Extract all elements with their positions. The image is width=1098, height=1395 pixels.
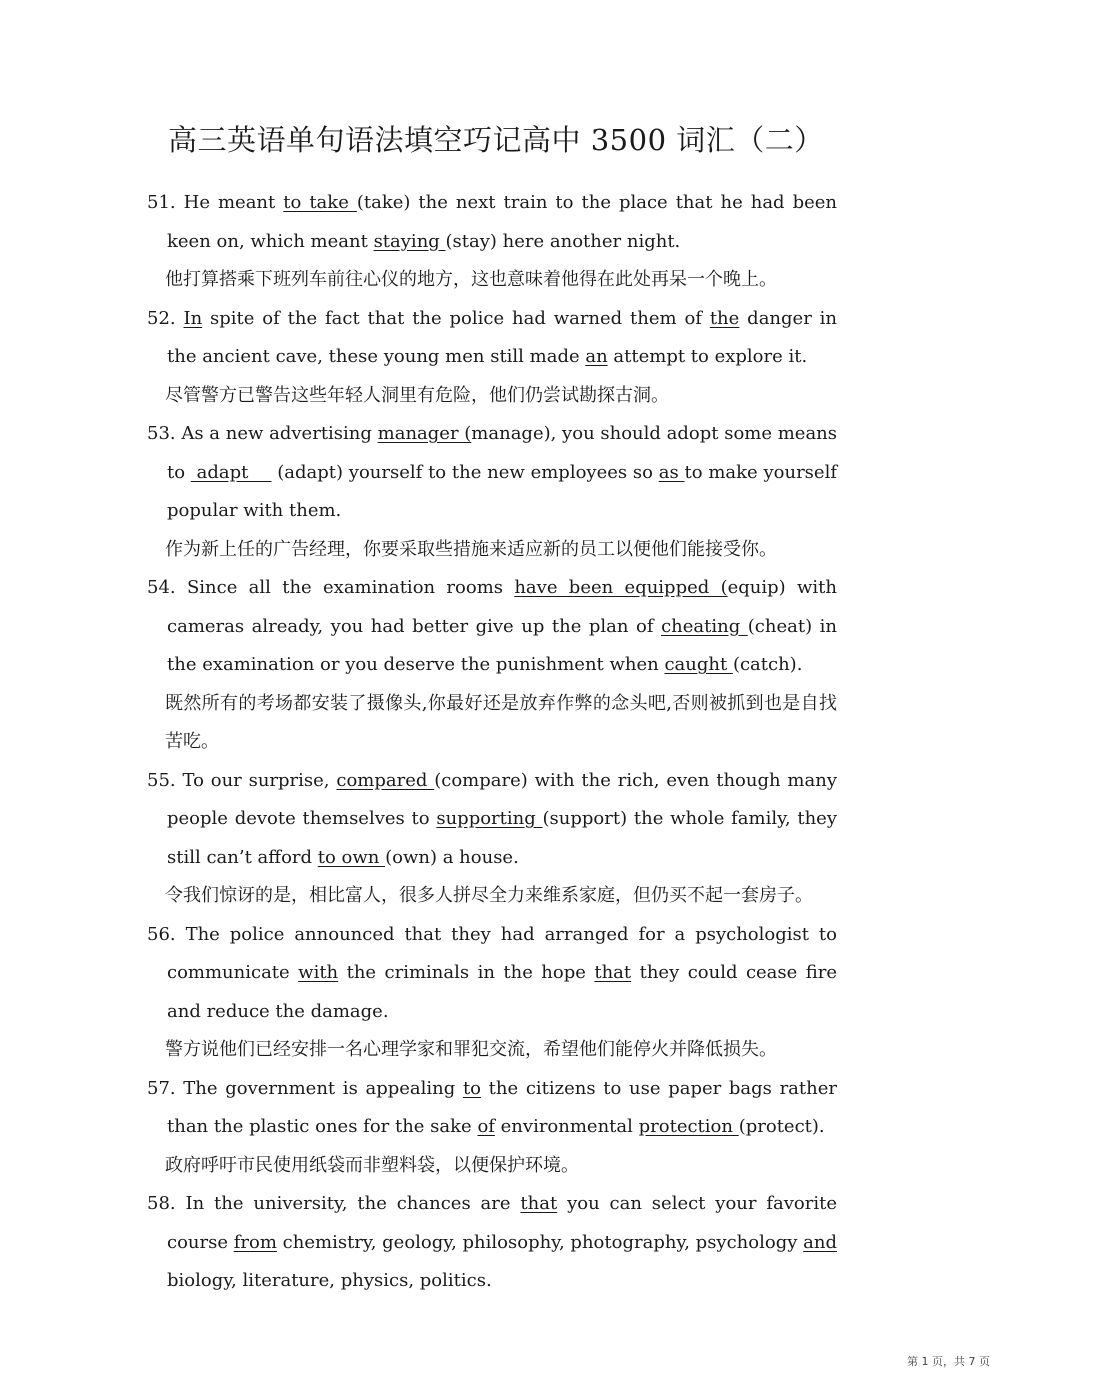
sentence-text: chemistry, geology, philosophy, photography, psychology bbox=[276, 1231, 804, 1253]
sentence-text: (support) the whole family, they still can’t afford bbox=[167, 808, 837, 868]
answer-blank: the bbox=[709, 307, 740, 329]
sentence-text: you can select your favorite course bbox=[167, 1193, 838, 1253]
sentence-text: (catch). bbox=[732, 654, 803, 675]
english-sentence bbox=[147, 916, 837, 1032]
sentence-text: (protect). bbox=[738, 1116, 825, 1137]
answer-blank: In bbox=[183, 307, 203, 329]
answer-blank: that bbox=[594, 962, 632, 983]
sentence-text: 54. Since all the examination rooms bbox=[147, 577, 515, 598]
answer-blank: to take bbox=[283, 192, 357, 213]
sentence-text: attempt to explore it. bbox=[607, 346, 808, 367]
english-sentence bbox=[147, 569, 837, 685]
sentence-text: environmental bbox=[494, 1116, 639, 1137]
exercise-item bbox=[147, 1070, 837, 1186]
sentence-text: 53. As a new advertising bbox=[147, 423, 378, 444]
exercise-item bbox=[147, 569, 837, 762]
exercise-item bbox=[147, 916, 837, 1070]
sentence-text: the criminals in the hope bbox=[338, 962, 595, 983]
exercise-item bbox=[147, 184, 837, 300]
exercise-item bbox=[147, 300, 837, 416]
sentence-text: 58. In the university, the chances are bbox=[147, 1193, 521, 1214]
english-sentence bbox=[147, 184, 837, 261]
answer-blank: adapt bbox=[190, 461, 272, 483]
answer-blank: and bbox=[803, 1231, 838, 1253]
sentence-text: biology, literature, physics, politics. bbox=[167, 1270, 492, 1291]
answer-blank: as bbox=[658, 461, 685, 483]
sentence-text: spite of the fact that the police had warned them of bbox=[202, 307, 710, 329]
sentence-text: danger in the ancient cave, these young men still made bbox=[167, 307, 837, 367]
sentence-text: (stay) here another night. bbox=[445, 230, 681, 252]
sentence-text: 55. To our surprise, bbox=[147, 769, 337, 791]
answer-blank: of bbox=[477, 1116, 495, 1137]
sentence-text: (own) a house. bbox=[385, 846, 519, 868]
answer-blank: manager ( bbox=[377, 423, 472, 444]
exercise-list bbox=[147, 184, 837, 1301]
answer-blank: to own bbox=[317, 846, 386, 868]
chinese-translation: 尽管警方已警告这些年轻人洞里有危险，他们仍尝试勘探古洞。 bbox=[165, 384, 669, 406]
sentence-text: (cheat) in the examination or you deserve the punishment when bbox=[167, 615, 837, 675]
exercise-item bbox=[147, 415, 837, 569]
english-sentence bbox=[147, 415, 837, 531]
english-sentence bbox=[147, 300, 837, 377]
answer-blank: have been equipped ( bbox=[514, 577, 728, 598]
answer-blank: to bbox=[462, 1077, 482, 1099]
sentence-text: 51. He meant bbox=[147, 192, 284, 213]
chinese-translation: 作为新上任的广告经理，你要采取些措施来适应新的员工以便他们能接受你。 bbox=[165, 538, 777, 560]
sentence-text: to make yourself popular with them. bbox=[167, 461, 837, 521]
sentence-text: 56. The police announced that they had arranged for a psychologist to communicate bbox=[147, 923, 837, 983]
sentence-text: (adapt) yourself to the new employees so bbox=[271, 461, 659, 483]
chinese-translation: 令我们惊讶的是，相比富人，很多人拼尽全力来维系家庭，但仍买不起一套房子。 bbox=[165, 885, 813, 906]
answer-blank: with bbox=[298, 962, 339, 983]
chinese-translation: 警方说他们已经安排一名心理学家和罪犯交流，希望他们能停火并降低损失。 bbox=[165, 1039, 777, 1060]
answer-blank: caught bbox=[664, 654, 733, 675]
answer-blank: cheating bbox=[661, 615, 748, 637]
sentence-text: they could cease fire and reduce the damage. bbox=[167, 962, 838, 1022]
answer-blank: from bbox=[233, 1231, 277, 1253]
sentence-text: 52. bbox=[147, 307, 184, 329]
sentence-text: manage), you should adopt some means to bbox=[167, 423, 838, 483]
answer-blank: supporting bbox=[436, 808, 543, 829]
sentence-text: (take) the next train to the place that he had been keen on, which meant bbox=[167, 192, 837, 252]
chinese-translation: 既然所有的考场都安装了摄像头,你最好还是放弃作弊的念头吧,否则被抓到也是自找苦吃。 bbox=[165, 692, 837, 752]
answer-blank: that bbox=[520, 1193, 558, 1214]
page-title: 高三英语单句语法填空巧记高中 3500 词汇（二） bbox=[168, 123, 824, 157]
chinese-translation: 政府呼吁市民使用纸袋而非塑料袋，以便保护环境。 bbox=[165, 1154, 579, 1176]
answer-blank: protection bbox=[638, 1116, 739, 1137]
chinese-translation: 他打算搭乘下班列车前往心仪的地方，这也意味着他得在此处再呆一个晚上。 bbox=[165, 269, 777, 290]
sentence-text: 57. The government is appealing bbox=[147, 1077, 463, 1099]
page-number: 第 1 页，共 7 页 bbox=[907, 1355, 990, 1368]
english-sentence bbox=[147, 1070, 837, 1147]
sentence-text: (compare) with the rich, even though many people devote themselves to bbox=[167, 769, 837, 829]
answer-blank: an bbox=[585, 346, 608, 367]
sentence-text: the citizens to use paper bags rather than the plastic ones for the sake bbox=[167, 1077, 837, 1137]
answer-blank: compared bbox=[336, 769, 435, 791]
exercise-item bbox=[147, 762, 837, 916]
sentence-text: equip) with cameras already, you had better give up the plan of bbox=[167, 577, 837, 637]
english-sentence bbox=[147, 762, 837, 878]
answer-blank: staying bbox=[373, 230, 446, 252]
exercise-item bbox=[147, 1185, 837, 1301]
english-sentence bbox=[147, 1185, 837, 1301]
